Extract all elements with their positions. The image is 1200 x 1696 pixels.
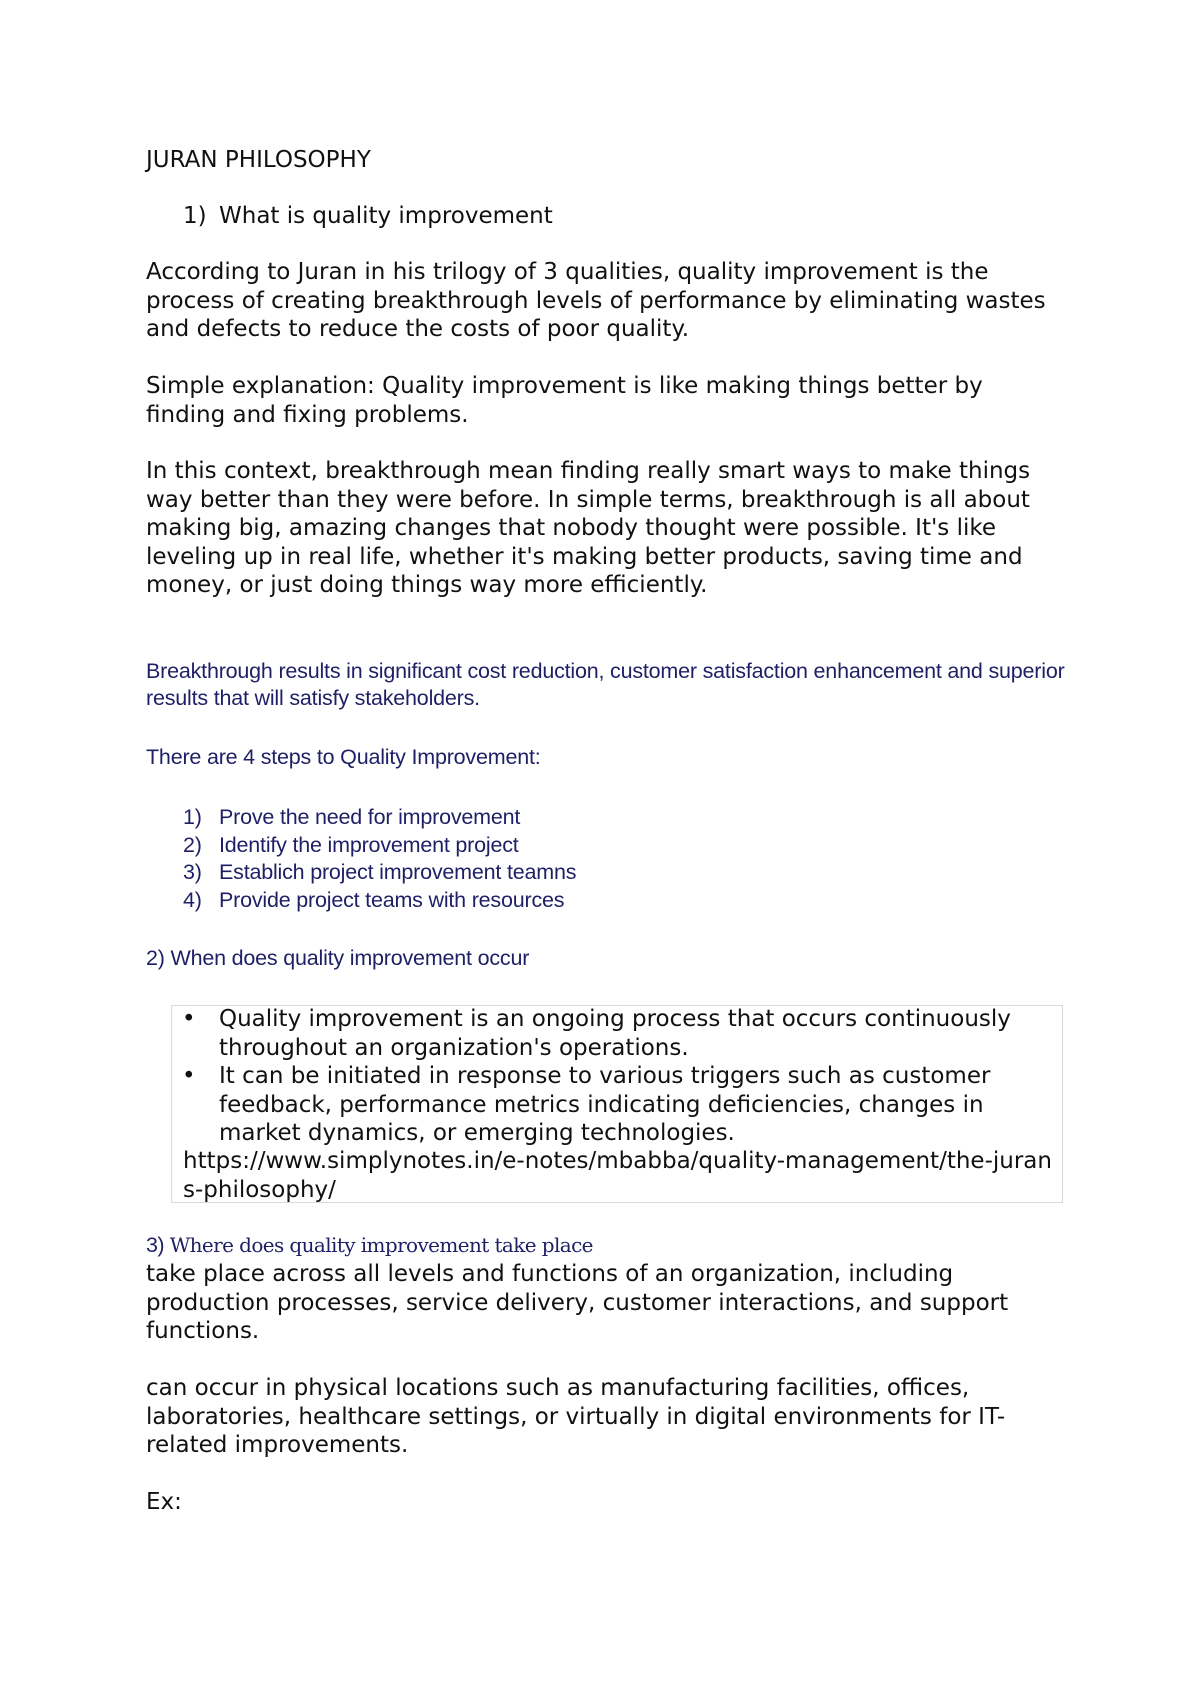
list-item bbox=[146, 832, 846, 860]
question-1-text: What is quality improvement bbox=[219, 203, 553, 229]
simple-explanation-paragraph: Simple explanation: Quality improvement is like making things better by finding and fixing problems. bbox=[146, 373, 983, 428]
context-paragraph: In this context, breakthrough mean finding really smart ways to make things way better than they were before. In simple terms, breakthrough is all about making big, amazing changes that nobody thought were possible. It's like leveling up in real life, whether it's making better products, saving time and money, or just doing things way more efficiently. bbox=[146, 458, 1031, 598]
where-paragraph-1: take place across all levels and functions of an organization, including production processes, service delivery, customer interactions, and support functions. bbox=[146, 1261, 1009, 1344]
bullet-icon: • bbox=[182, 1006, 196, 1032]
step-text: Provide project teams with resources bbox=[219, 887, 565, 912]
example-label: Ex: bbox=[146, 1489, 182, 1515]
question-3-heading bbox=[146, 1232, 593, 1258]
breakthrough-paragraph: Breakthrough results in significant cost reduction, customer satisfaction enhancement and superior results that will satisfy stakeholders. bbox=[146, 659, 1065, 710]
question-2-heading: 2) When does quality improvement occur bbox=[146, 946, 530, 970]
question-1-number: 1) bbox=[183, 203, 207, 229]
source-url-link[interactable]: https://www.simplynotes.in/e-notes/mbabba/quality-management/the-jurans-philosophy/ bbox=[183, 1148, 1052, 1203]
bullet-icon: • bbox=[182, 1063, 196, 1089]
definition-paragraph: According to Juran in his trilogy of 3 qualities, quality improvement is the process of creating breakthrough levels of performance by eliminating wastes and defects to reduce the costs of poor quality. bbox=[146, 259, 1046, 342]
question-3-number: 3) bbox=[146, 1233, 164, 1257]
step-number: 4) bbox=[183, 887, 202, 912]
list-item bbox=[146, 887, 846, 915]
steps-list bbox=[146, 804, 846, 914]
step-number: 1) bbox=[183, 805, 202, 829]
question-3-text: Where does quality improvement take place bbox=[169, 1233, 593, 1257]
list-item bbox=[146, 859, 846, 887]
step-number: 2) bbox=[183, 832, 202, 857]
question-1-heading bbox=[183, 202, 553, 230]
step-text: Establich project improvement teamns bbox=[219, 860, 577, 884]
bullet-text: Quality improvement is an ongoing process that occurs continuously throughout an organization's operations. bbox=[219, 1006, 1011, 1061]
steps-intro: There are 4 steps to Quality Improvement: bbox=[146, 745, 541, 769]
where-paragraph-2: can occur in physical locations such as manufacturing facilities, offices, laboratories, healthcare settings, or virtually in digital environments for IT-related improvements. bbox=[146, 1375, 1006, 1458]
step-text: Identify the improvement project bbox=[219, 832, 519, 857]
list-item bbox=[146, 804, 846, 832]
step-number: 3) bbox=[183, 860, 202, 884]
bullet-text: It can be initiated in response to various triggers such as customer feedback, performance metrics indicating deficiencies, changes in market dynamics, or emerging technologies. bbox=[219, 1063, 991, 1146]
list-item bbox=[171, 1062, 1063, 1148]
step-text: Prove the need for improvement bbox=[219, 805, 521, 829]
document-title: JURAN PHILOSOPHY bbox=[146, 147, 371, 173]
bullet-list bbox=[171, 1005, 1063, 1148]
list-item bbox=[171, 1005, 1063, 1062]
